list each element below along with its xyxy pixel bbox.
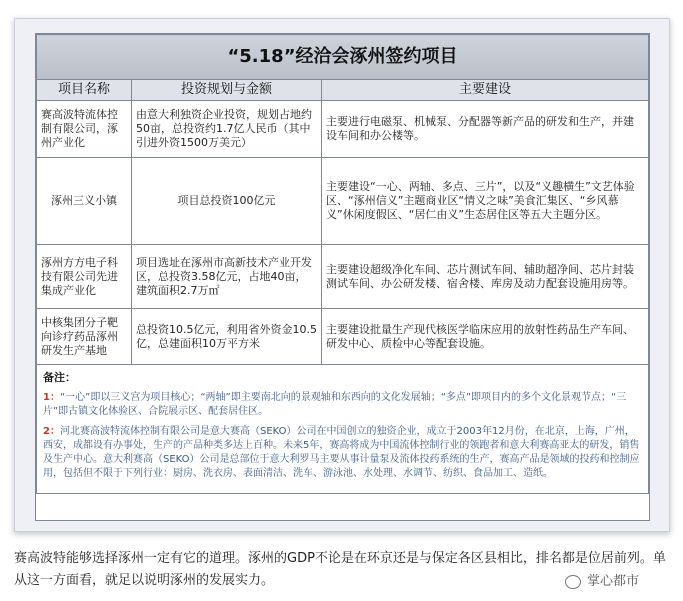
header-construction: 主要建设 [322, 80, 649, 101]
project-investment: 项目总投资100亿元 [132, 158, 322, 245]
note-item [43, 391, 642, 419]
project-construction: 主要进行电磁泵、机械泵、分配器等新产品的研发和生产，并建设车间和办公楼等。 [322, 101, 649, 158]
project-investment: 总投资10.5亿元，利用省外资金10.5亿，总建面积10万平方米 [132, 309, 322, 365]
watermark [565, 570, 639, 589]
table-row [37, 158, 649, 245]
note-item [43, 425, 642, 481]
notes-label: 备注： [43, 371, 76, 384]
header-project-name: 项目名称 [37, 80, 132, 101]
notes-cell [37, 365, 649, 494]
note-number: 1： [43, 392, 60, 403]
project-investment: 项目选址在涿州市高新技术产业开发区，总投资3.58亿元，占地40亩，建筑面积2.7万㎡ [132, 245, 322, 309]
table-row [37, 101, 649, 158]
project-name: 涿州方方电子科技有限公司先进集成产业化 [37, 245, 132, 309]
document-frame [14, 18, 670, 532]
project-investment: 由意大利独资企业投资，规划占地约50亩，总投资约1.7亿人民币（其中引进外资1500万美元） [132, 101, 322, 158]
note-number: 2： [43, 426, 60, 437]
project-construction: 主要建设“一心、两轴、多点、三片”，以及“义趣横生”文艺体验区、“涿州信义”主题商业区“情义之味”美食汇集区、“乡风慕义”休闲度假区、“居仁由义”生态居住区等五大主题分区。 [322, 158, 649, 245]
table-title: “5.18”经洽会涿州签约项目 [37, 35, 649, 80]
header-investment: 投资规划与金额 [132, 80, 322, 101]
projects-table [36, 34, 649, 494]
watermark-text: 掌心都市 [587, 574, 640, 589]
project-name: 中核集团分子靶向诊疗药品涿州研发生产基地 [37, 309, 132, 365]
table-row [37, 245, 649, 309]
note-text: 河北赛高波特流体控制有限公司是意大赛高（SEKO）公司在中国创立的独资企业，成立于2003年12月份，在北京，上海，广州，西安，成都设有办事处，生产的产品种类多达上百种。未来5年，赛高将成为中国流体控制行业的领跑者和意大利赛高亚太的研发，销售及生产中心。意大利赛高（SEKO）公司是总部位于意大利罗马主要从事计量泵及流体投药系统的生产，赛高产品是领域的投药和控制应用，包括但不限于下列行业：厨房、洗衣房、表面清洁、洗车、游泳池、水处理、水调节、纺织、食品加工、造纸。 [43, 426, 640, 479]
article-paragraph: 赛高波特能够选择涿州一定有它的道理。涿州的GDP不论是在环京还是与保定各区县相比，排名都是位居前列。单从这一方面看，就足以说明涿州的发展实力。 [14, 551, 666, 588]
project-construction: 主要建设超级净化车间、芯片测试车间、辅助超净间、芯片封装测试车间、办公研发楼、宿舍楼、库房及动力配套设施用房等。 [322, 245, 649, 309]
document-sheet [35, 33, 650, 521]
note-text: “一心”即以三义宫为项目核心；“两轴”即主要南北向的景观轴和东西向的文化发展轴；“多点”即项目内的多个文化景观节点；“三片”即古镇文化体验区、合院展示区、配套居住区。 [43, 392, 627, 417]
project-name: 涿州三义小镇 [37, 158, 132, 245]
table-row [37, 309, 649, 365]
wechat-icon [565, 575, 581, 589]
project-name: 赛高波特流体控制有限公司，涿州产业化 [37, 101, 132, 158]
project-construction: 主要建设批量生产现代核医学临床应用的放射性药品生产车间、研发中心、质检中心等配套设施。 [322, 309, 649, 365]
